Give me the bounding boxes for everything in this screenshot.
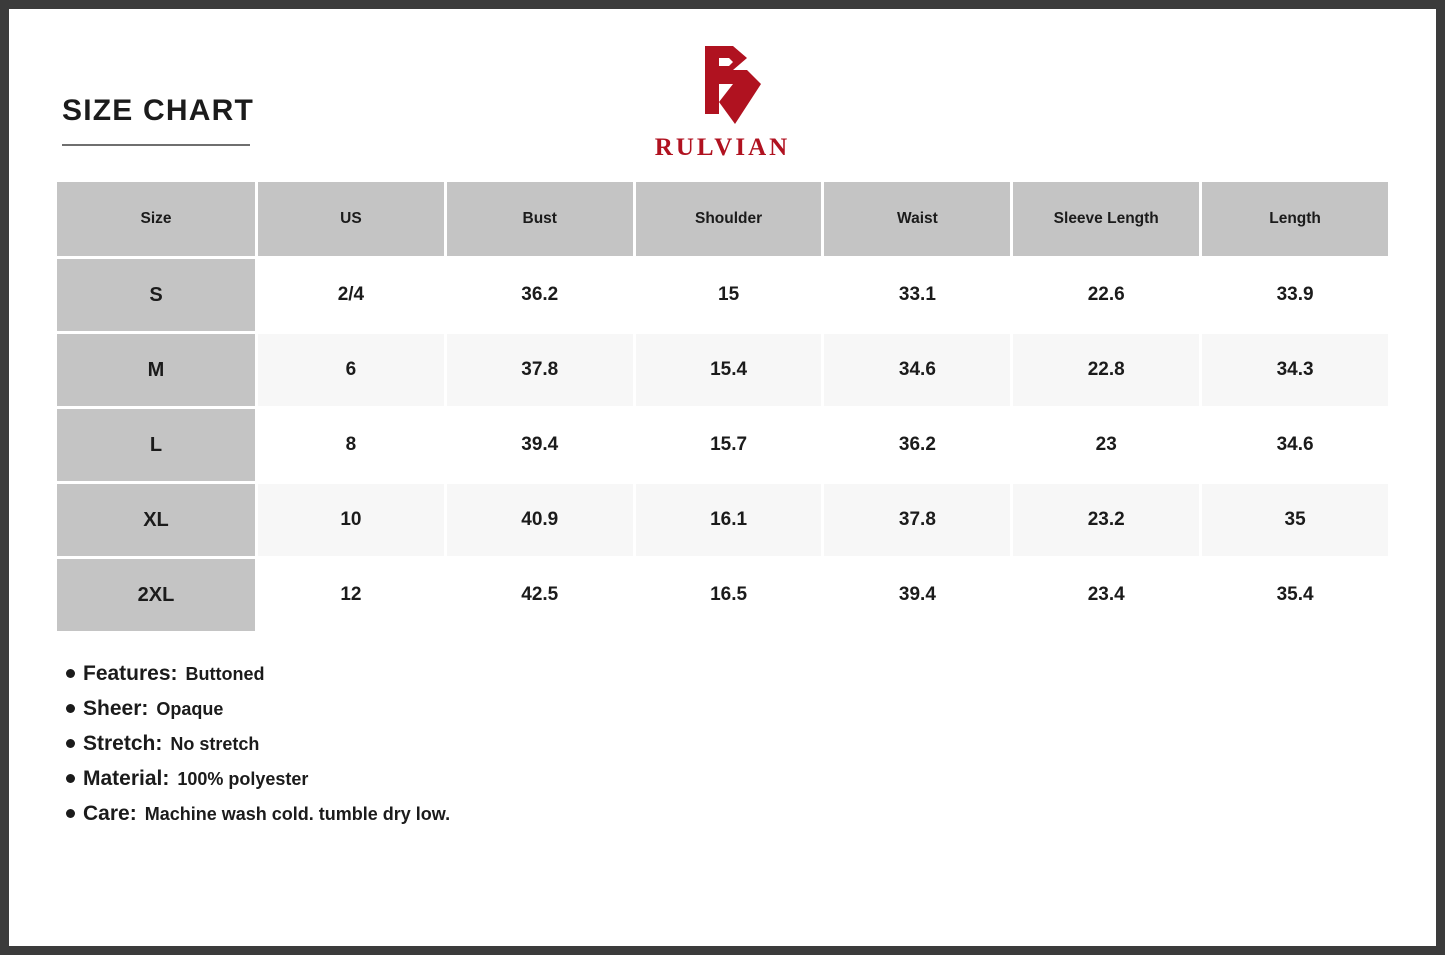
cell-size: XL [57, 484, 255, 556]
cell-shoulder: 15.4 [636, 334, 822, 406]
cell-bust: 42.5 [447, 559, 633, 631]
cell-us: 10 [258, 484, 444, 556]
cell-size: M [57, 334, 255, 406]
cell-waist: 39.4 [824, 559, 1010, 631]
detail-value: No stretch [170, 734, 260, 754]
table-header-row [57, 182, 1388, 256]
table-body [57, 259, 1388, 631]
cell-length: 33.9 [1202, 259, 1388, 331]
cell-shoulder: 15 [636, 259, 822, 331]
cell-us: 12 [258, 559, 444, 631]
table-row [57, 409, 1388, 481]
cell-waist: 36.2 [824, 409, 1010, 481]
detail-value: 100% polyester [177, 769, 309, 789]
bullet-icon [66, 704, 75, 713]
table-row [57, 334, 1388, 406]
column-header-shoulder: Shoulder [636, 182, 822, 256]
column-header-length: Length [1202, 182, 1388, 256]
brand-name: RULVIAN [654, 134, 791, 161]
cell-waist: 34.6 [824, 334, 1010, 406]
cell-bust: 39.4 [447, 409, 633, 481]
cell-length: 34.6 [1202, 409, 1388, 481]
cell-waist: 37.8 [824, 484, 1010, 556]
rulvian-r-logo-icon [675, 44, 771, 126]
cell-waist: 33.1 [824, 259, 1010, 331]
list-item [66, 802, 1431, 826]
detail-label: Sheer: [83, 697, 149, 720]
cell-size: 2XL [57, 559, 255, 631]
cell-length: 34.3 [1202, 334, 1388, 406]
cell-size: S [57, 259, 255, 331]
table-row [57, 559, 1388, 631]
column-header-us: US [258, 182, 444, 256]
cell-sleeve-length: 23.2 [1013, 484, 1199, 556]
cell-sleeve-length: 22.8 [1013, 334, 1199, 406]
cell-us: 6 [258, 334, 444, 406]
cell-bust: 40.9 [447, 484, 633, 556]
cell-shoulder: 16.5 [636, 559, 822, 631]
bullet-icon [66, 739, 75, 748]
cell-shoulder: 15.7 [636, 409, 822, 481]
list-item [66, 767, 1431, 791]
product-details-list [66, 662, 1431, 826]
cell-us: 8 [258, 409, 444, 481]
column-header-size: Size [57, 182, 255, 256]
cell-length: 35.4 [1202, 559, 1388, 631]
column-header-sleeve-length: Sleeve Length [1013, 182, 1199, 256]
cell-shoulder: 16.1 [636, 484, 822, 556]
cell-sleeve-length: 22.6 [1013, 259, 1199, 331]
list-item [66, 732, 1431, 756]
page-inner-frame [9, 9, 1436, 946]
header [14, 14, 1431, 164]
detail-label: Material: [83, 767, 170, 790]
cell-bust: 37.8 [447, 334, 633, 406]
detail-value: Machine wash cold. tumble dry low. [144, 804, 451, 824]
bullet-icon [66, 774, 75, 783]
column-header-waist: Waist [824, 182, 1010, 256]
detail-label: Features: [83, 662, 178, 685]
bullet-icon [66, 809, 75, 818]
detail-value: Opaque [156, 699, 224, 719]
cell-sleeve-length: 23.4 [1013, 559, 1199, 631]
column-header-bust: Bust [447, 182, 633, 256]
cell-sleeve-length: 23 [1013, 409, 1199, 481]
list-item [66, 662, 1431, 686]
detail-value: Buttoned [185, 664, 265, 684]
detail-label: Stretch: [83, 732, 163, 755]
list-item [66, 697, 1431, 721]
brand-block [14, 44, 1431, 162]
table-header [57, 182, 1388, 256]
table-row [57, 259, 1388, 331]
detail-label: Care: [83, 802, 137, 825]
bullet-icon [66, 669, 75, 678]
cell-bust: 36.2 [447, 259, 633, 331]
cell-size: L [57, 409, 255, 481]
page-title: SIZE CHART [62, 94, 254, 127]
table-row [57, 484, 1388, 556]
size-table-container [54, 179, 1391, 634]
cell-us: 2/4 [258, 259, 444, 331]
cell-length: 35 [1202, 484, 1388, 556]
size-chart-table [54, 179, 1391, 634]
